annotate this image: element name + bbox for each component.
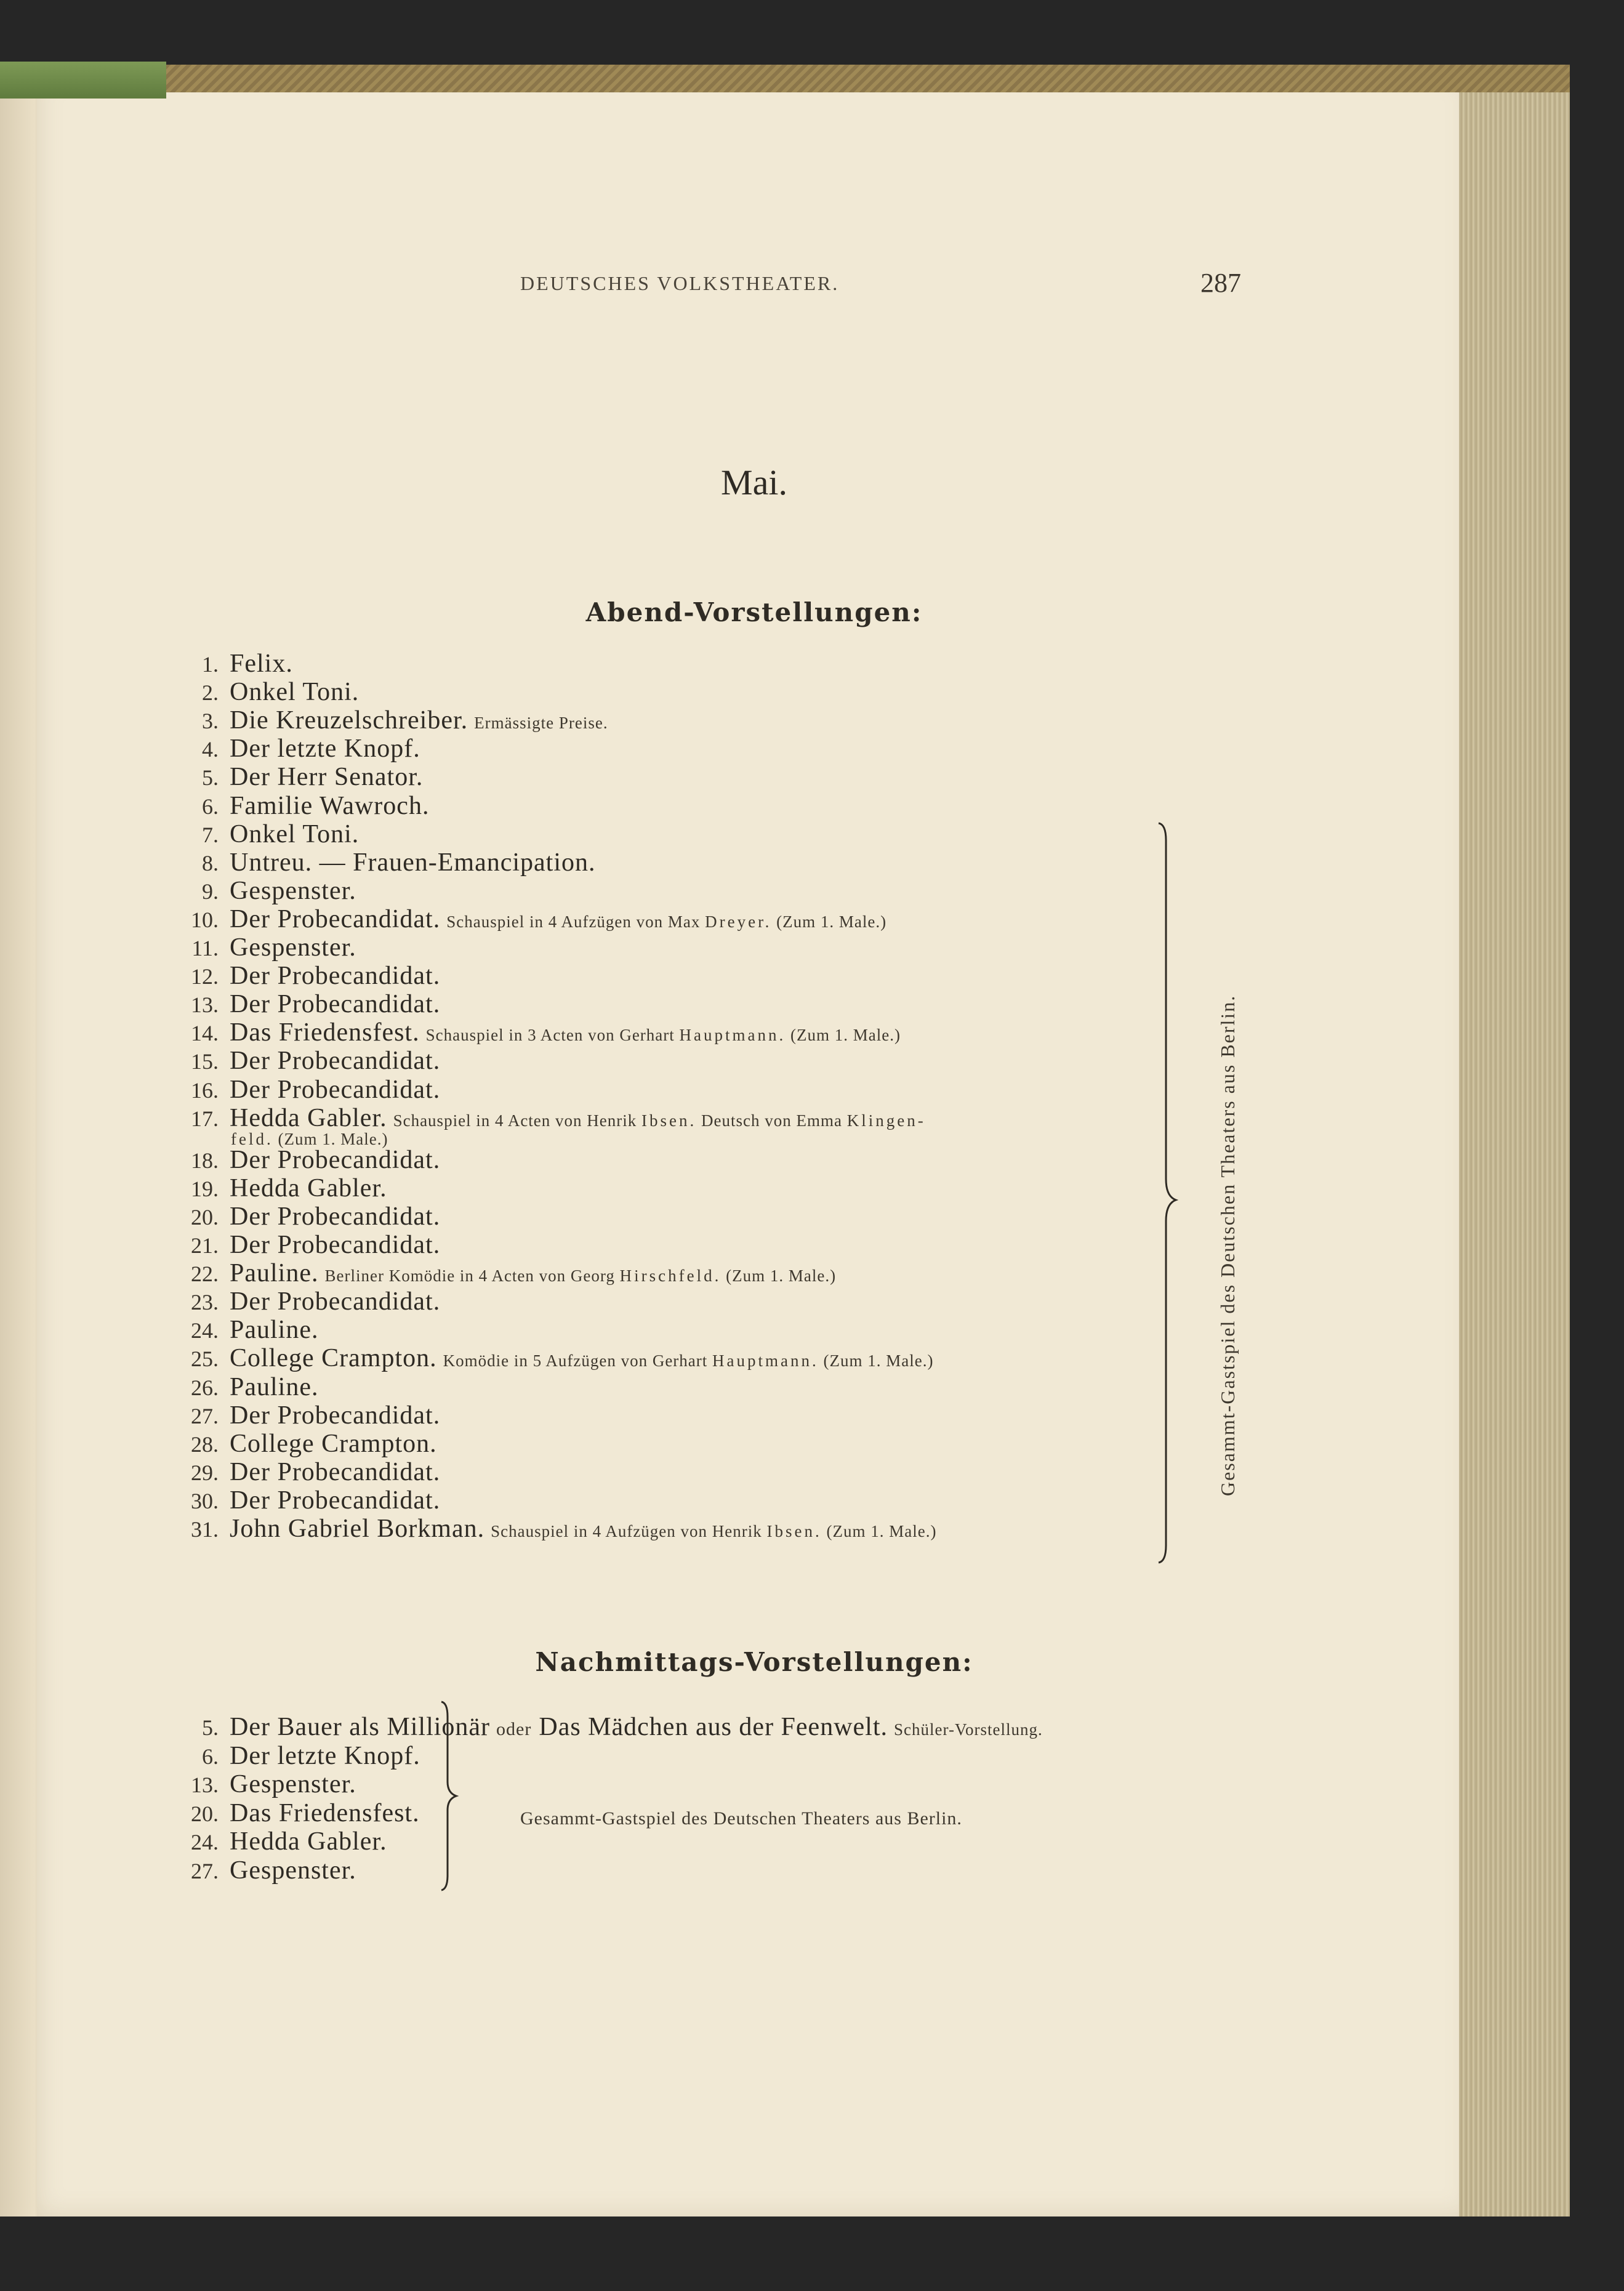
entry-play-title: Hedda Gabler. bbox=[230, 1827, 387, 1856]
entry-play-title: Der Probecandidat. bbox=[230, 1231, 441, 1259]
performance-entry bbox=[154, 990, 440, 1018]
guest-performance-note bbox=[1216, 994, 1239, 1508]
page-number: 287 bbox=[1200, 268, 1241, 298]
performance-entry bbox=[154, 1458, 440, 1486]
entry-note-author: Hirschfeld. bbox=[619, 1266, 722, 1286]
afternoon-guest-note: Gesammt-Gastspiel des Deutschen Theaters aus Berlin. bbox=[520, 1808, 962, 1829]
entry-play-title: Der Probecandidat. bbox=[230, 962, 441, 991]
running-head bbox=[37, 268, 1471, 298]
performance-entry bbox=[154, 1018, 901, 1047]
entry-day-number: 15. bbox=[191, 1049, 219, 1074]
performance-entry bbox=[154, 792, 429, 820]
entry-note: Ermässigte Preise. bbox=[474, 714, 608, 733]
performance-entry bbox=[154, 1259, 836, 1287]
entry-note bbox=[393, 1111, 926, 1130]
entry-play-title: Das Friedensfest. bbox=[230, 1798, 420, 1827]
entry-play-title: Pauline. bbox=[230, 1316, 319, 1345]
performance-entry bbox=[154, 1047, 440, 1075]
performance-entry bbox=[154, 678, 359, 706]
entry-day-number: 25. bbox=[191, 1347, 219, 1372]
entry-day-number: 10. bbox=[191, 907, 219, 932]
entry-note-translator-end: feld. bbox=[231, 1129, 273, 1148]
entry-note-author: Ibsen. bbox=[766, 1522, 822, 1540]
entry-play-title: Der Probecandidat. bbox=[230, 1486, 441, 1515]
entry-connector: oder bbox=[496, 1719, 532, 1739]
afternoon-entry bbox=[154, 1742, 420, 1770]
afternoon-entry bbox=[154, 1856, 356, 1885]
entry-day-number: 17. bbox=[191, 1106, 219, 1131]
entry-play-title: College Crampton. bbox=[230, 1429, 437, 1458]
entry-play-title-alt: Das Mädchen aus der Feenwelt. bbox=[539, 1713, 888, 1741]
performance-entry bbox=[154, 763, 423, 791]
entry-play-title: Gespenster. bbox=[230, 1770, 356, 1798]
entry-play-title: Familie Wawroch. bbox=[230, 791, 430, 820]
page-stack-edge bbox=[1459, 74, 1570, 2217]
entry-day-number: 16. bbox=[191, 1077, 219, 1103]
entry-play-title: Der Probecandidat. bbox=[230, 1145, 441, 1174]
entry-day-number: 28. bbox=[191, 1431, 219, 1457]
entry-note-text: Schauspiel in 4 Aufzügen von Max bbox=[446, 912, 701, 931]
performance-entry bbox=[154, 933, 356, 962]
entry-day-number: 21. bbox=[191, 1233, 219, 1258]
entry-play-title: College Crampton. bbox=[230, 1344, 437, 1373]
entry-day-number: 8. bbox=[202, 850, 219, 876]
performance-entry bbox=[154, 1515, 936, 1543]
entry-note-text: Schauspiel in 4 Aufzügen von Henrik bbox=[491, 1522, 762, 1540]
entry-day-number: 1. bbox=[202, 652, 219, 677]
entry-day-number: 9. bbox=[202, 879, 219, 904]
performance-entry bbox=[154, 848, 596, 877]
entry-play-title: Der Probecandidat. bbox=[230, 1047, 441, 1076]
entry-note-premiere: (Zum 1. Male.) bbox=[790, 1026, 901, 1045]
entry-day-number: 11. bbox=[191, 936, 219, 960]
entry-day-number: 29. bbox=[191, 1460, 219, 1485]
entry-day-number: 3. bbox=[202, 709, 219, 734]
entry-day-number: 30. bbox=[191, 1488, 219, 1513]
performance-entry bbox=[154, 877, 356, 905]
entry-note-premiere: (Zum 1. Male.) bbox=[278, 1129, 388, 1148]
entry-play-title: Gespenster. bbox=[230, 1856, 356, 1885]
entry-day-number: 18. bbox=[191, 1148, 219, 1173]
book-binding bbox=[0, 62, 166, 99]
entry-play-title: Der Probecandidat. bbox=[230, 990, 441, 1019]
entry-day-number: 4. bbox=[202, 737, 219, 762]
entry-day-number: 27. bbox=[191, 1403, 219, 1428]
entry-note bbox=[324, 1266, 836, 1285]
entry-day-number: 6. bbox=[202, 1744, 219, 1769]
book-page bbox=[37, 74, 1471, 2217]
performance-entry bbox=[154, 962, 440, 990]
entry-play-title: Untreu. — Frauen-Emancipation. bbox=[230, 848, 596, 877]
afternoon-entry bbox=[154, 1827, 387, 1856]
entry-play-title: Das Friedensfest. bbox=[230, 1018, 420, 1047]
afternoon-guest-brace bbox=[440, 1701, 465, 1891]
entry-day-number: 19. bbox=[191, 1176, 219, 1201]
performance-entry bbox=[154, 905, 886, 933]
entry-play-title: Gespenster. bbox=[230, 876, 356, 905]
afternoon-entry bbox=[154, 1770, 356, 1798]
guest-performance-note-text: Gesammt-Gastspiel des Deutschen Theaters aus Berlin. bbox=[1216, 994, 1239, 1496]
afternoon-entry bbox=[154, 1799, 420, 1827]
entry-note-text: Schauspiel in 3 Acten von Gerhart bbox=[425, 1026, 675, 1045]
entry-note-author: Ibsen. bbox=[641, 1111, 697, 1130]
performance-entry bbox=[154, 706, 608, 735]
entry-day-number: 20. bbox=[191, 1204, 219, 1230]
performance-entry bbox=[154, 1076, 440, 1104]
entry-play-title: Gespenster. bbox=[230, 933, 356, 962]
entry-note-text: Berliner Komödie in 4 Acten von Georg bbox=[324, 1266, 615, 1286]
entry-note-author: Hauptmann. bbox=[679, 1026, 786, 1045]
afternoon-performances-heading: Nachmittags-Vorstellungen: bbox=[535, 1647, 973, 1677]
afternoon-entry bbox=[154, 1713, 1043, 1741]
entry-note bbox=[443, 1351, 934, 1370]
performance-entry bbox=[154, 1231, 440, 1259]
entry-play-title: Der Herr Senator. bbox=[230, 763, 424, 792]
entry-play-title: Hedda Gabler. bbox=[230, 1174, 387, 1202]
entry-note-premiere: (Zum 1. Male.) bbox=[823, 1351, 934, 1371]
entry-day-number: 27. bbox=[191, 1858, 219, 1883]
entry-play-title: Felix. bbox=[230, 650, 293, 678]
month-title: Mai. bbox=[721, 462, 787, 502]
performance-entry bbox=[154, 1287, 440, 1316]
performance-entry bbox=[154, 1486, 440, 1515]
entry-note-premiere: Deutsch von Emma bbox=[701, 1111, 842, 1130]
entry-day-number: 5. bbox=[202, 765, 219, 791]
entry-play-title: Der Probecandidat. bbox=[230, 1202, 441, 1231]
entry-note-text: Schauspiel in 4 Acten von Henrik bbox=[393, 1111, 637, 1130]
entry-play-title: Der Bauer als Millionär bbox=[230, 1713, 491, 1741]
entry-day-number: 7. bbox=[202, 822, 219, 847]
entry-day-number: 23. bbox=[191, 1290, 219, 1315]
entry-play-title: Pauline. bbox=[230, 1259, 319, 1288]
performance-entry bbox=[154, 1344, 933, 1372]
performance-entry bbox=[154, 1174, 387, 1202]
entry-note bbox=[446, 912, 886, 931]
entry-play-title: Onkel Toni. bbox=[230, 678, 360, 707]
performance-entry bbox=[154, 1401, 440, 1430]
entry-play-title: Pauline. bbox=[230, 1372, 319, 1401]
guest-performance-brace bbox=[1157, 822, 1182, 1564]
entry-day-number: 13. bbox=[191, 1773, 219, 1797]
performance-entry bbox=[154, 1104, 926, 1132]
performance-entry bbox=[154, 735, 420, 763]
entry-note-premiere: (Zum 1. Male.) bbox=[776, 912, 887, 931]
entry-play-title: Der Probecandidat. bbox=[230, 1457, 441, 1486]
entry-day-number: 5. bbox=[202, 1715, 219, 1740]
entry-play-title: Der Probecandidat. bbox=[230, 1401, 441, 1430]
performance-entry bbox=[154, 1430, 437, 1458]
entry-note bbox=[491, 1522, 936, 1540]
entry-play-title: Der Probecandidat. bbox=[230, 904, 441, 933]
entry-day-number: 13. bbox=[191, 992, 219, 1018]
entry-day-number: 14. bbox=[191, 1021, 219, 1046]
entry-play-title: John Gabriel Borkman. bbox=[230, 1515, 485, 1543]
performance-entry bbox=[154, 1316, 318, 1344]
entry-play-title: Onkel Toni. bbox=[230, 819, 360, 848]
performance-entry bbox=[154, 820, 359, 848]
performance-entry bbox=[154, 1146, 440, 1174]
entry-day-number: 26. bbox=[191, 1375, 219, 1400]
entry-day-number: 6. bbox=[202, 794, 219, 819]
entry-play-title: Die Kreuzelschreiber. bbox=[230, 706, 468, 735]
performance-entry bbox=[154, 1202, 440, 1231]
entry-note: Schüler-Vorstellung. bbox=[894, 1720, 1043, 1739]
entry-day-number: 24. bbox=[191, 1318, 219, 1343]
entry-day-number: 12. bbox=[191, 964, 219, 989]
entry-note-premiere: (Zum 1. Male.) bbox=[826, 1522, 937, 1540]
entry-note-premiere: (Zum 1. Male.) bbox=[726, 1266, 837, 1286]
performance-entry bbox=[154, 1373, 318, 1401]
entry-day-number: 31. bbox=[191, 1517, 219, 1542]
entry-day-number: 24. bbox=[191, 1830, 219, 1854]
running-title: DEUTSCHES VOLKSTHEATER. bbox=[520, 272, 840, 294]
entry-note-author: Hauptmann. bbox=[712, 1351, 819, 1371]
performance-entry bbox=[154, 650, 293, 678]
entry-play-title: Der Probecandidat. bbox=[230, 1287, 441, 1316]
entry-play-title: Hedda Gabler. bbox=[230, 1103, 387, 1132]
entry-play-title: Der letzte Knopf. bbox=[230, 735, 420, 763]
entry-play-title: Der Probecandidat. bbox=[230, 1075, 441, 1104]
entry-day-number: 22. bbox=[191, 1262, 219, 1287]
entry-note-translator: Klingen- bbox=[846, 1111, 926, 1130]
evening-performances-heading: Abend-Vorstellungen: bbox=[585, 597, 923, 627]
entry-day-number: 20. bbox=[191, 1801, 219, 1826]
entry-note bbox=[426, 1026, 901, 1044]
book-top-edge bbox=[129, 65, 1570, 92]
entry-note-text: Komödie in 5 Aufzügen von Gerhart bbox=[443, 1351, 708, 1371]
entry-play-title: Der letzte Knopf. bbox=[230, 1741, 420, 1770]
entry-note-author: Dreyer. bbox=[705, 912, 772, 931]
entry-day-number: 2. bbox=[202, 680, 219, 706]
